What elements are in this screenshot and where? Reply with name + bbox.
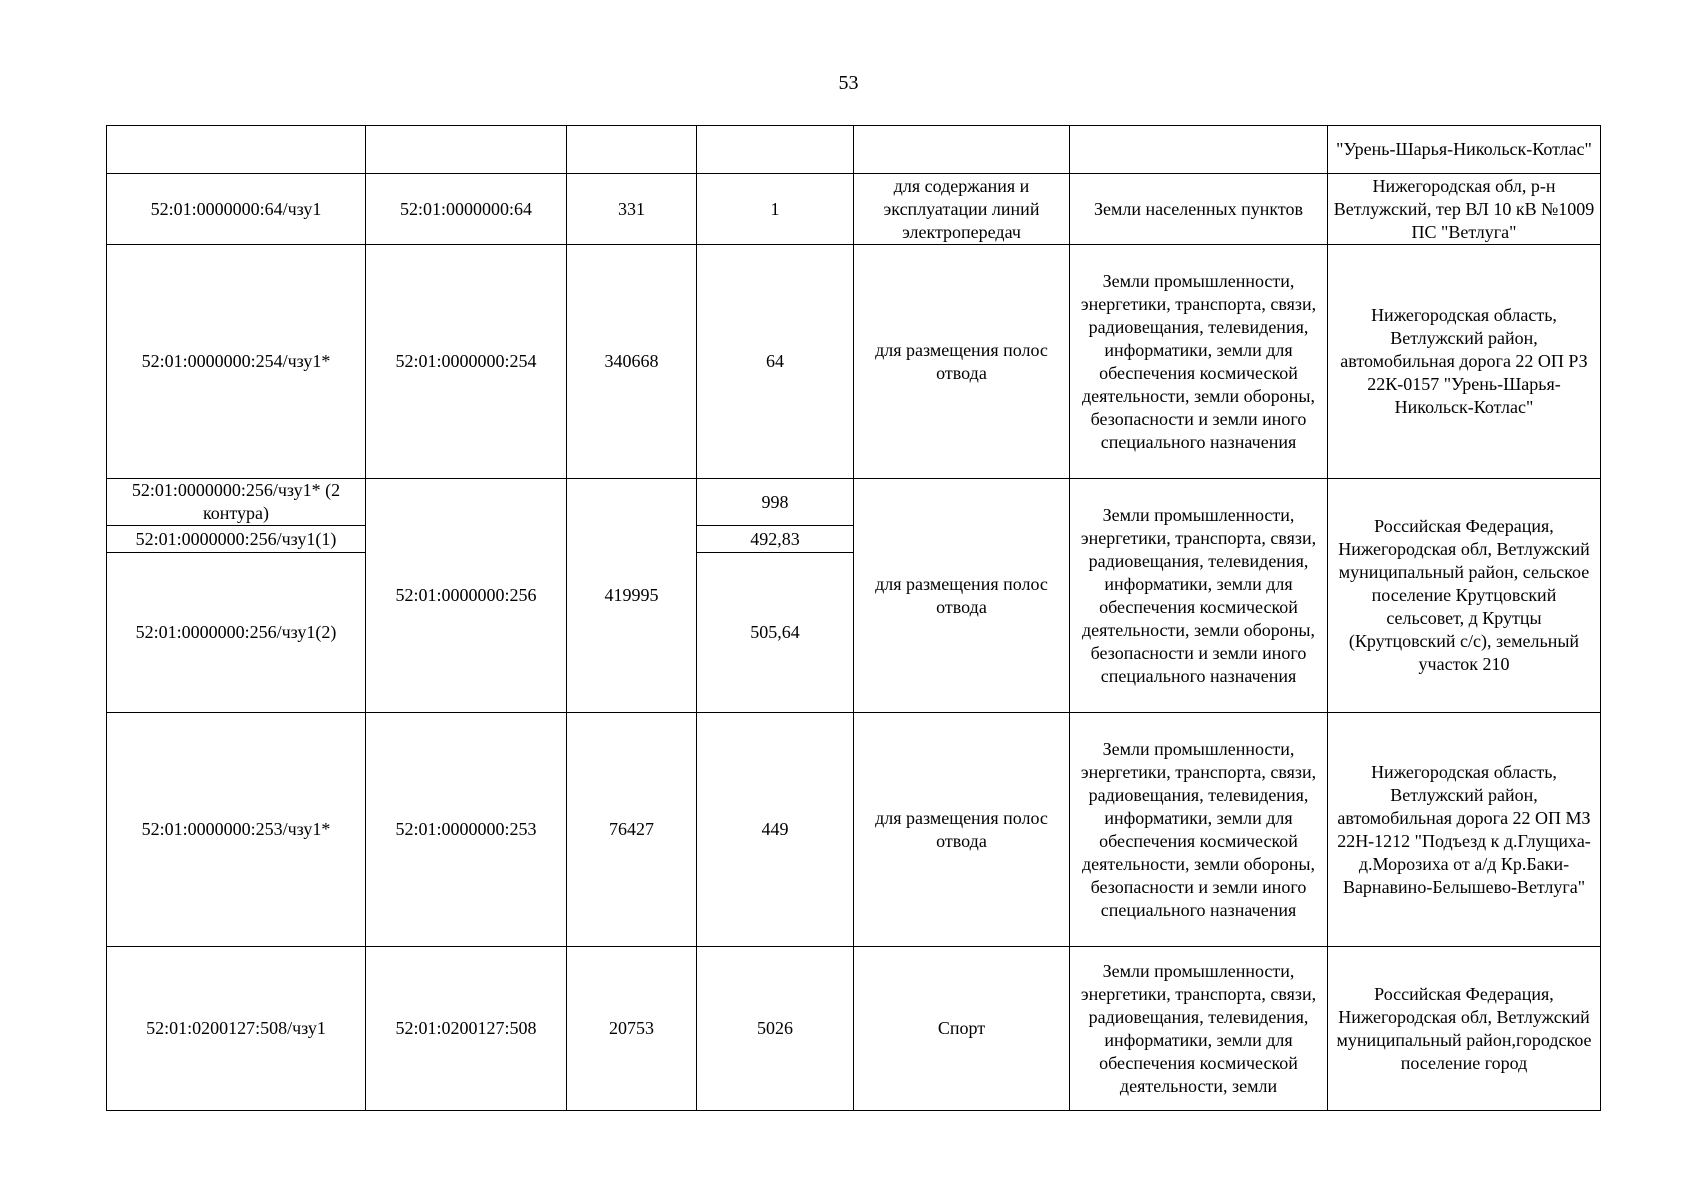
cadastral-number-cell: 52:01:0000000:254 bbox=[366, 245, 567, 479]
zone-area-cell: 1 bbox=[697, 174, 854, 245]
zone-area-cell: 5026 bbox=[697, 947, 854, 1111]
table-row bbox=[107, 479, 1601, 526]
zone-area-cell: 505,64 bbox=[697, 553, 854, 713]
zone-id-cell: 52:01:0000000:256/чзу1(2) bbox=[107, 553, 366, 713]
parcel-area-cell: 76427 bbox=[567, 713, 697, 947]
zone-id-cell: 52:01:0000000:256/чзу1(1) bbox=[107, 526, 366, 553]
land-category-cell: Земли промышленности, энергетики, транспорта, связи, радиовещания, телевидения, информатики, земли для обеспечения космической деятельности, земли обороны, безопасности и земли иного специального назначения bbox=[1070, 245, 1328, 479]
zone-area-cell bbox=[697, 126, 854, 174]
zone-id-cell: 52:01:0000000:256/чзу1* (2 контура) bbox=[107, 479, 366, 526]
land-category-cell: Земли промышленности, энергетики, транспорта, связи, радиовещания, телевидения, информатики, земли для обеспечения космической деятельности, земли bbox=[1070, 947, 1328, 1111]
zone-id-cell: 52:01:0000000:64/чзу1 bbox=[107, 174, 366, 245]
parcel-area-cell: 331 bbox=[567, 174, 697, 245]
land-zones-table bbox=[106, 125, 1601, 1111]
address-cell: "Урень-Шарья-Никольск-Котлас" bbox=[1328, 126, 1601, 174]
address-cell: Нижегородская обл, р-н Ветлужский, тер ВЛ 10 кВ №1009 ПС "Ветлуга" bbox=[1328, 174, 1601, 245]
table-row bbox=[107, 174, 1601, 245]
land-category-cell bbox=[1070, 126, 1328, 174]
permitted-use-cell: для содержания и эксплуатации линий электропередач bbox=[854, 174, 1070, 245]
zone-id-cell: 52:01:0200127:508/чзу1 bbox=[107, 947, 366, 1111]
land-category-cell: Земли населенных пунктов bbox=[1070, 174, 1328, 245]
address-cell: Российская Федерация, Нижегородская обл, Ветлужский муниципальный район, сельское поселение Крутцовский сельсовет, д Крутцы (Крутцовский с/с), земельный участок 210 bbox=[1328, 479, 1601, 713]
table-row bbox=[107, 947, 1601, 1111]
zone-area-cell: 492,83 bbox=[697, 526, 854, 553]
permitted-use-cell bbox=[854, 126, 1070, 174]
parcel-area-cell: 419995 bbox=[567, 479, 697, 713]
permitted-use-cell: Спорт bbox=[854, 947, 1070, 1111]
cadastral-number-cell: 52:01:0000000:64 bbox=[366, 174, 567, 245]
parcel-area-cell bbox=[567, 126, 697, 174]
zone-id-cell bbox=[107, 126, 366, 174]
address-cell: Нижегородская область, Ветлужский район, автомобильная дорога 22 ОП МЗ 22Н-1212 "Подъезд к д.Глущиха-д.Морозиха от а/д Кр.Баки-Варнавино-Белышево-Ветлуга" bbox=[1328, 713, 1601, 947]
zone-id-cell: 52:01:0000000:253/чзу1* bbox=[107, 713, 366, 947]
cadastral-number-cell bbox=[366, 126, 567, 174]
zone-area-cell: 449 bbox=[697, 713, 854, 947]
cadastral-number-cell: 52:01:0200127:508 bbox=[366, 947, 567, 1111]
address-cell: Нижегородская область, Ветлужский район, автомобильная дорога 22 ОП РЗ 22К-0157 "Урень-Шарья-Никольск-Котлас" bbox=[1328, 245, 1601, 479]
permitted-use-cell: для размещения полос отвода bbox=[854, 479, 1070, 713]
table-row bbox=[107, 713, 1601, 947]
cadastral-number-cell: 52:01:0000000:256 bbox=[366, 479, 567, 713]
page-number: 53 bbox=[838, 72, 859, 94]
zone-area-cell: 998 bbox=[697, 479, 854, 526]
table-row bbox=[107, 126, 1601, 174]
parcel-area-cell: 20753 bbox=[567, 947, 697, 1111]
cadastral-number-cell: 52:01:0000000:253 bbox=[366, 713, 567, 947]
land-category-cell: Земли промышленности, энергетики, транспорта, связи, радиовещания, телевидения, информатики, земли для обеспечения космической деятельности, земли обороны, безопасности и земли иного специального назначения bbox=[1070, 713, 1328, 947]
permitted-use-cell: для размещения полос отвода bbox=[854, 245, 1070, 479]
table-row bbox=[107, 245, 1601, 479]
address-cell: Российская Федерация, Нижегородская обл, Ветлужский муниципальный район,городское поселение город bbox=[1328, 947, 1601, 1111]
zone-area-cell: 64 bbox=[697, 245, 854, 479]
parcel-area-cell: 340668 bbox=[567, 245, 697, 479]
zone-id-cell: 52:01:0000000:254/чзу1* bbox=[107, 245, 366, 479]
permitted-use-cell: для размещения полос отвода bbox=[854, 713, 1070, 947]
land-category-cell: Земли промышленности, энергетики, транспорта, связи, радиовещания, телевидения, информатики, земли для обеспечения космической деятельности, земли обороны, безопасности и земли иного специального назначения bbox=[1070, 479, 1328, 713]
